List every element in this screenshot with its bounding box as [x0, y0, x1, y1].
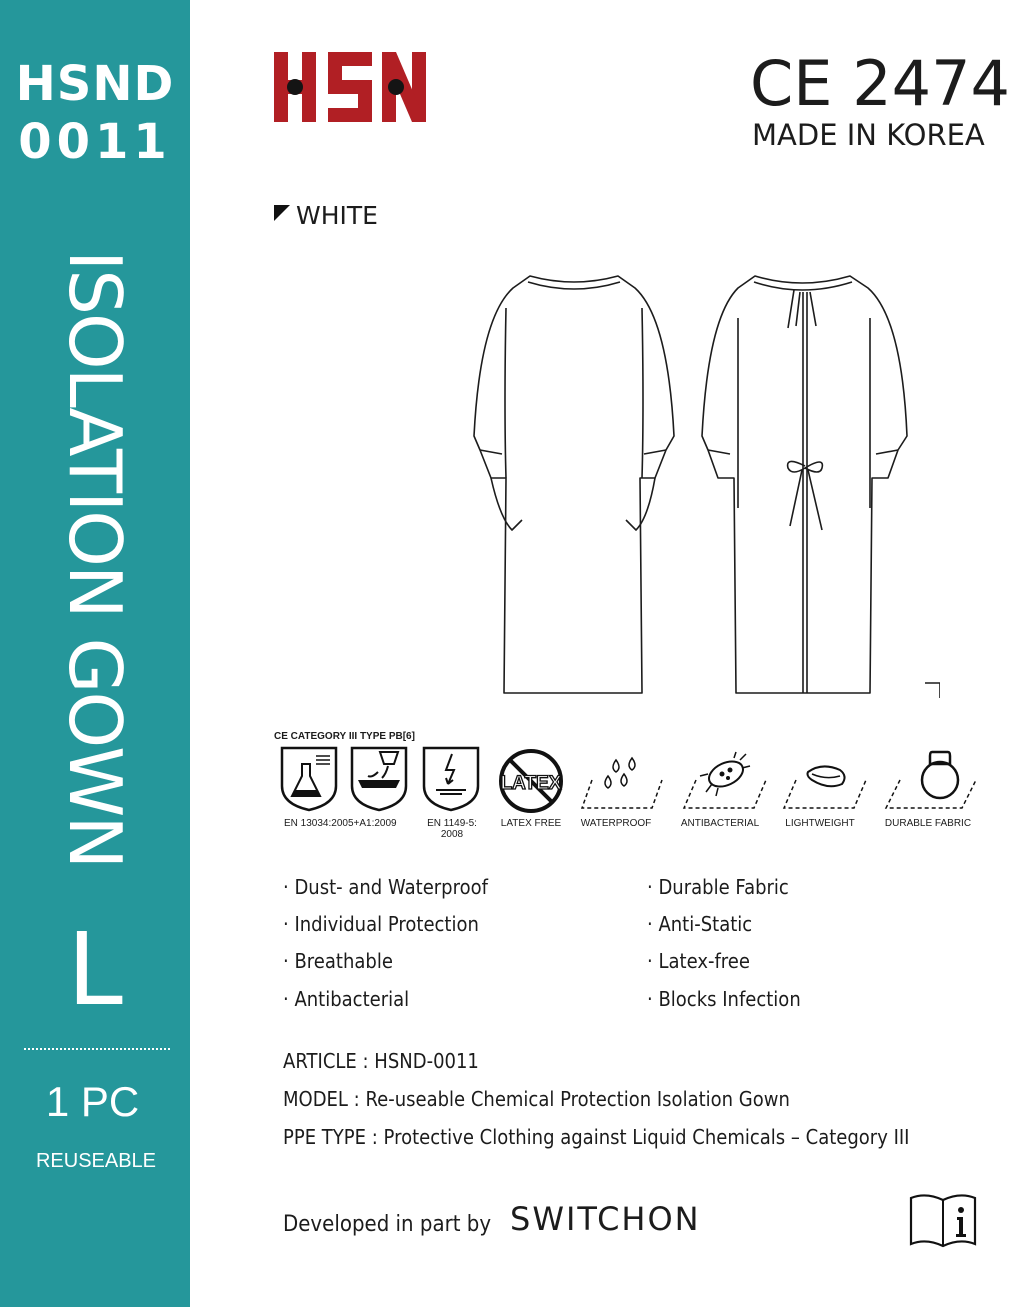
ppe-type-spec: PPE TYPE : Protective Clothing against Liquid Chemicals – Category III	[283, 1125, 910, 1149]
feature-item: · Antibacterial	[283, 987, 410, 1011]
side-panel	[0, 0, 190, 1307]
ce-certification	[750, 47, 1010, 120]
product-code-line2: 0011	[18, 114, 172, 170]
developed-by-label: Developed in part by	[283, 1212, 492, 1237]
icon-label-durable-fabric: DURABLE FABRIC	[884, 818, 972, 829]
quantity-label: 1 PC	[45, 1078, 140, 1125]
icon-label-lightweight: LIGHTWEIGHT	[785, 818, 855, 829]
feature-item: · Blocks Infection	[647, 987, 801, 1011]
color-label: WHITE	[296, 201, 378, 230]
size-label: L	[67, 911, 123, 1028]
product-code-line1: HSND	[15, 56, 175, 112]
hsn-logo	[272, 52, 427, 124]
liquid-shield-icon	[350, 746, 408, 812]
product-title: ISOLATION GOWN	[53, 250, 137, 868]
corner-marker-icon	[274, 205, 290, 221]
gown-front-view	[474, 276, 674, 693]
ce-mark: CE	[750, 47, 833, 120]
feature-item: · Individual Protection	[283, 912, 479, 936]
waterproof-icon	[580, 756, 666, 812]
static-shield-icon	[422, 746, 480, 812]
article-spec: ARTICLE : HSND-0011	[283, 1049, 479, 1073]
durable-fabric-icon	[884, 746, 978, 812]
chemical-shield-icon	[280, 746, 338, 812]
lightweight-icon	[782, 758, 868, 812]
reusable-label: REUSEABLE	[35, 1150, 157, 1172]
partner-logo: SWITCHON	[510, 1200, 701, 1238]
icon-label-en1149: EN 1149-5: 2008	[427, 818, 477, 840]
gown-illustration	[470, 268, 940, 703]
latex-free-icon	[497, 747, 565, 815]
feature-item: · Dust- and Waterproof	[283, 875, 488, 899]
model-spec: MODEL : Re-useable Chemical Protection Isolation Gown	[283, 1087, 790, 1111]
dotted-divider	[24, 1048, 170, 1050]
antibacterial-icon	[682, 750, 768, 812]
icon-label-latex-free: LATEX FREE	[500, 818, 562, 829]
icon-label-waterproof: WATERPROOF	[580, 818, 652, 829]
icon-label-antibacterial: ANTIBACTERIAL	[680, 818, 760, 829]
origin-label: MADE IN KOREA	[752, 118, 985, 152]
svg-text:LATEX: LATEX	[500, 773, 562, 794]
feature-item: · Anti-Static	[647, 912, 753, 936]
ce-category: CE CATEGORY III TYPE PB[6]	[274, 731, 415, 742]
instructions-book-icon	[908, 1192, 978, 1250]
icon-label-en13034: EN 13034:2005+A1:2009	[284, 818, 397, 829]
gown-back-view	[702, 276, 940, 698]
ce-number: 2474	[852, 47, 1010, 120]
feature-item: · Durable Fabric	[647, 875, 789, 899]
feature-item: · Latex-free	[647, 949, 750, 973]
feature-item: · Breathable	[283, 949, 393, 973]
